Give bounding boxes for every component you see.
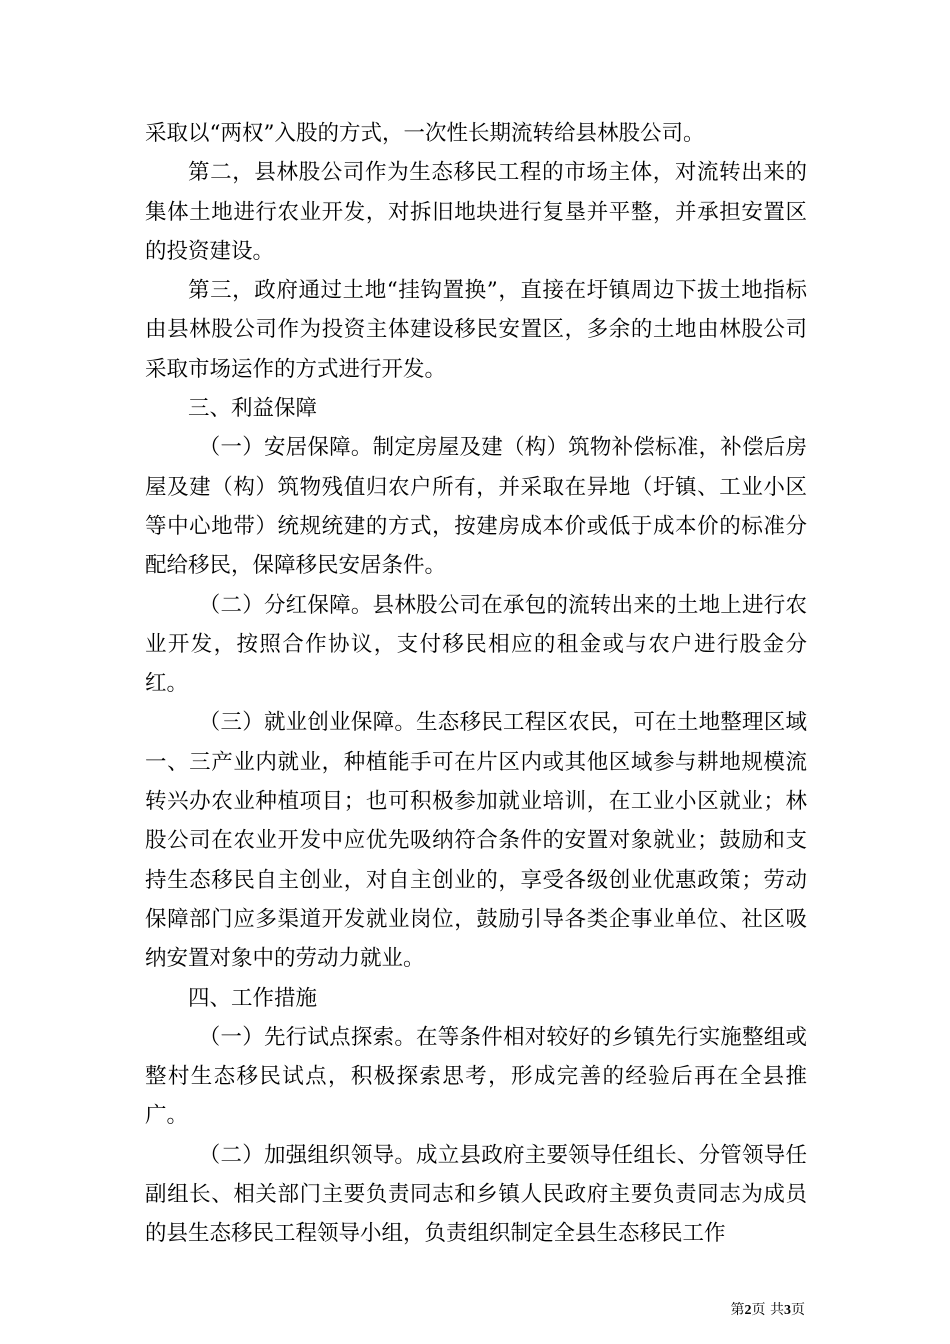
paragraph-housing: （一）安居保障。制定房屋及建（构）筑物补偿标准，补偿后房屋及建（构）筑物残值归农户所有，并采取在异地（圩镇、工业小区等中心地带）统规统建的方式，按建房成本价或低于成本价的标准分配给移民，保障移民安居条件。 [145,435,807,579]
paragraph-dividend: （二）分红保障。县林股公司在承包的流转出来的土地上进行农业开发，按照合作协议，支付移民相应的租金或与农户进行股金分红。 [145,592,807,697]
footer-current-page: 2 [744,1303,752,1318]
footer-prefix: 第 [730,1302,745,1318]
paragraph-leadership: （二）加强组织领导。成立县政府主要领导任组长、分管领导任副组长、相关部门主要负责同志和乡镇人民政府主要负责同志为成员的县生态移民工程领导小组，负责组织制定全县生态移民工作 [145,1142,807,1247]
paragraph-pilot: （一）先行试点探索。在等条件相对较好的乡镇先行实施整组或整村生态移民试点，积极探索思考，形成完善的经验后再在全县推广。 [145,1024,807,1129]
footer-suffix: 页 [791,1302,805,1318]
page-number-footer [731,1301,805,1320]
footer-total-pages: 3 [784,1303,791,1318]
paragraph-employment: （三）就业创业保障。生态移民工程区农民，可在土地整理区域一、三产业内就业，种植能手可在片区内或其他区域参与耕地规模流转兴办农业种植项目；也可积极参加就业培训，在工业小区就业；林股公司在农业开发中应优先吸纳符合条件的安置对象就业；鼓励和支持生态移民自主创业，对自主创业的，享受各级创业优惠政策；劳动保障部门应多渠道开发就业岗位，鼓励引导各类企事业单位、社区吸纳安置对象中的劳动力就业。 [145,710,807,972]
paragraph-2: 第二，县林股公司作为生态移民工程的市场主体，对流转出来的集体土地进行农业开发，对拆旧地块进行复垦并平整，并承担安置区的投资建设。 [145,160,807,264]
paragraph-1: 采取以“两权”入股的方式，一次性长期流转给县林股公司。 [145,121,705,146]
section-heading-measures: 四、工作措施 [188,985,318,1011]
paragraph-3: 第三，政府通过土地“挂钩置换”，直接在圩镇周边下拔土地指标由县林股公司作为投资主体建设移民安置区，多余的土地由林股公司采取市场运作的方式进行开发。 [145,278,807,382]
document-body [145,114,807,1254]
section-heading-benefits: 三、利益保障 [188,396,318,422]
footer-middle: 页 共 [751,1302,784,1318]
